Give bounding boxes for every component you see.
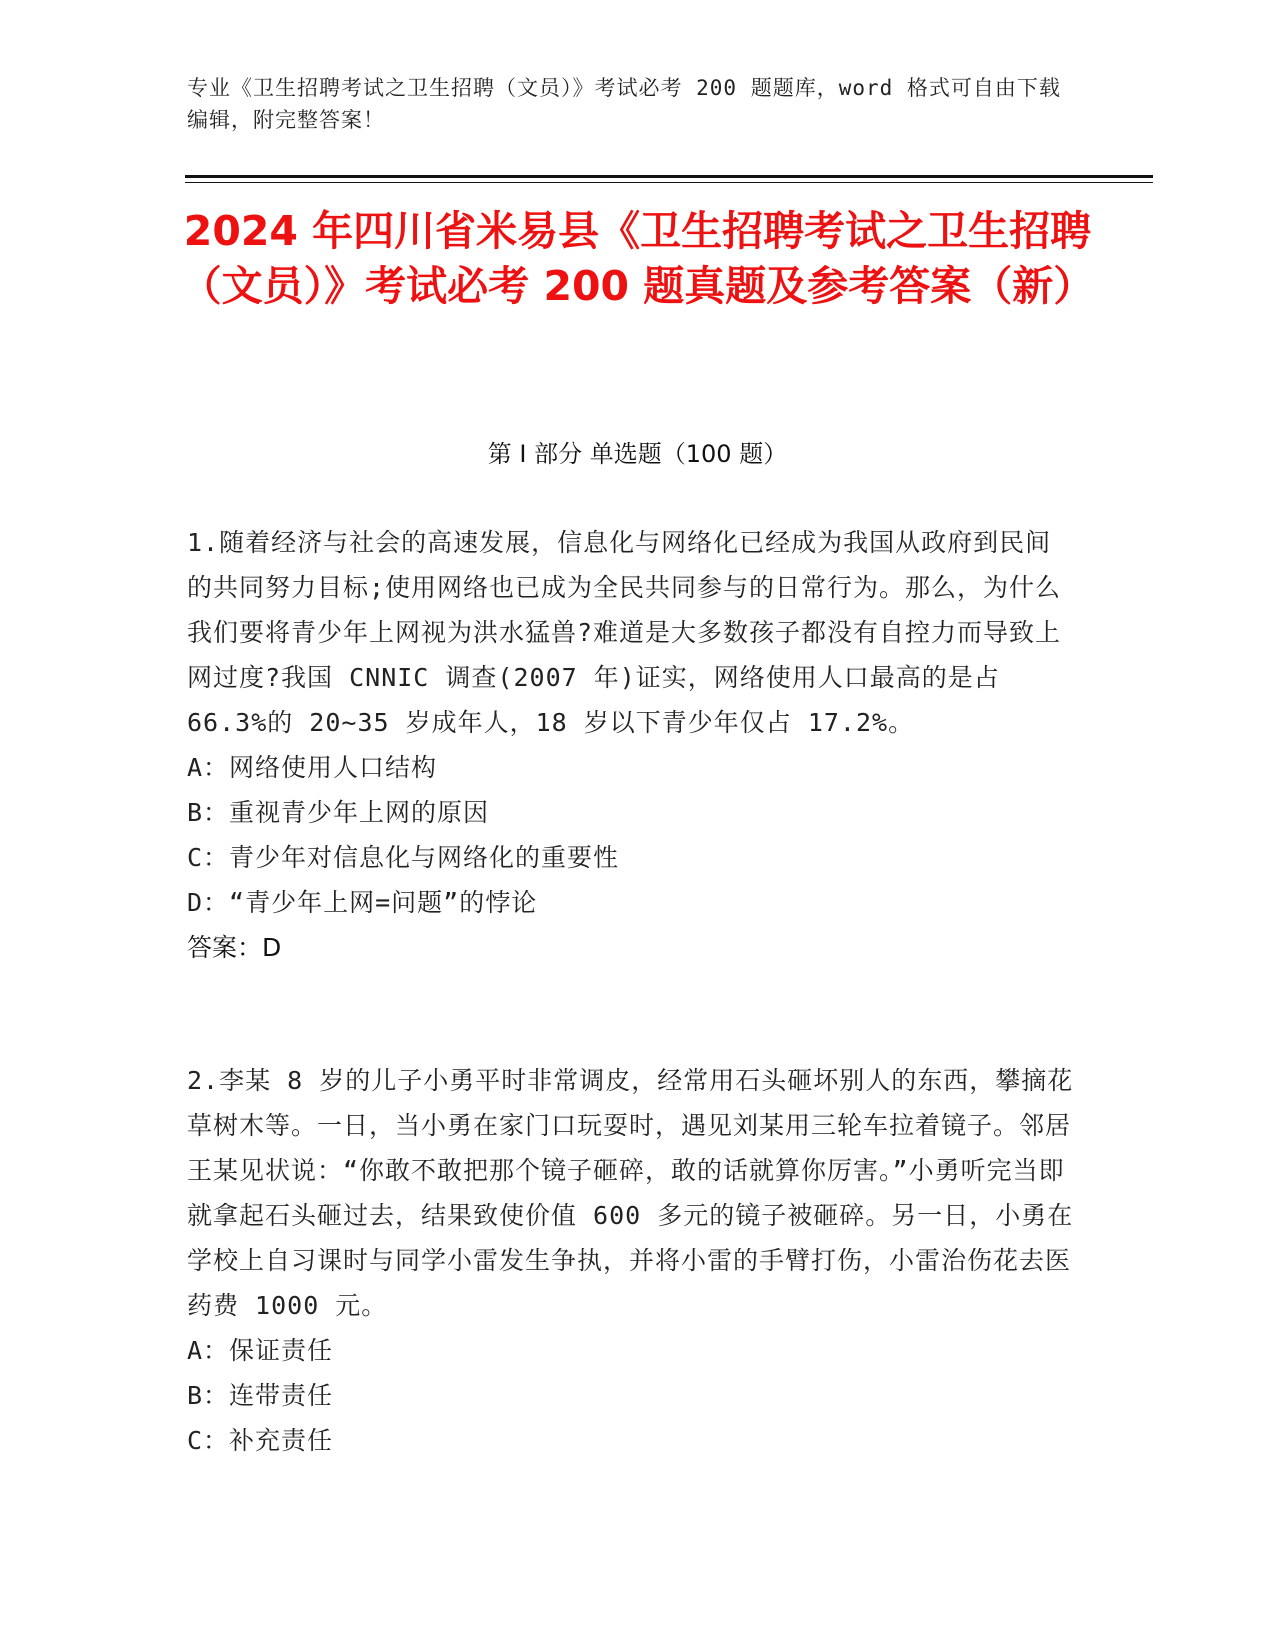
- header-divider-thick: [185, 175, 1153, 178]
- header-divider-thin: [185, 182, 1153, 183]
- document-title: 2024 年四川省米易县《卫生招聘考试之卫生招聘（文员）》考试必考 200 题真题及参考答案（新）: [180, 207, 1095, 310]
- header-note: 专业《卫生招聘考试之卫生招聘（文员）》考试必考 200 题题库，word 格式可自由下载编辑，附完整答案！: [187, 76, 1061, 132]
- question-stem: 1.随着经济与社会的高速发展，信息化与网络化已经成为我国从政府到民间的共同努力目标;使用网络也已成为全民共同参与的日常行为。那么，为什么我们要将青少年上网视为洪水猛兽?难道是大多数孩子都没有自控力而导致上网过度?我国 CNNIC 调查(2007 年)证实，网络使用人口最高的是占 66.3%的 20~35 岁成年人，18 岁以下青少年仅占 17.2%。: [187, 528, 1062, 737]
- option-b: B：重视青少年上网的原因: [187, 798, 490, 827]
- question-1: [187, 520, 1087, 970]
- option-a: A：保证责任: [187, 1336, 334, 1365]
- question-stem: 2.李某 8 岁的儿子小勇平时非常调皮，经常用石头砸坏别人的东西，攀摘花草树木等。一日，当小勇在家门口玩耍时，遇见刘某用三轮车拉着镜子。邻居王某见状说：“你敢不敢把那个镜子砸碎，敢的话就算你厉害。”小勇听完当即就拿起石头砸过去，结果致使价值 600 多元的镜子被砸碎。另一日，小勇在学校上自习课时与同学小雷发生争执，并将小雷的手臂打伤，小雷治伤花去医药费 1000 元。: [187, 1066, 1074, 1320]
- option-d: D：“青少年上网=问题”的悖论: [187, 888, 538, 917]
- option-c: C：青少年对信息化与网络化的重要性: [187, 843, 620, 872]
- option-c: C：补充责任: [187, 1426, 334, 1455]
- section-title: 第 I 部分 单选题（100 题）: [487, 440, 788, 468]
- option-b: B：连带责任: [187, 1381, 334, 1410]
- answer-label: 答案：D: [187, 933, 282, 962]
- option-a: A：网络使用人口结构: [187, 753, 438, 782]
- question-2: [187, 1058, 1087, 1463]
